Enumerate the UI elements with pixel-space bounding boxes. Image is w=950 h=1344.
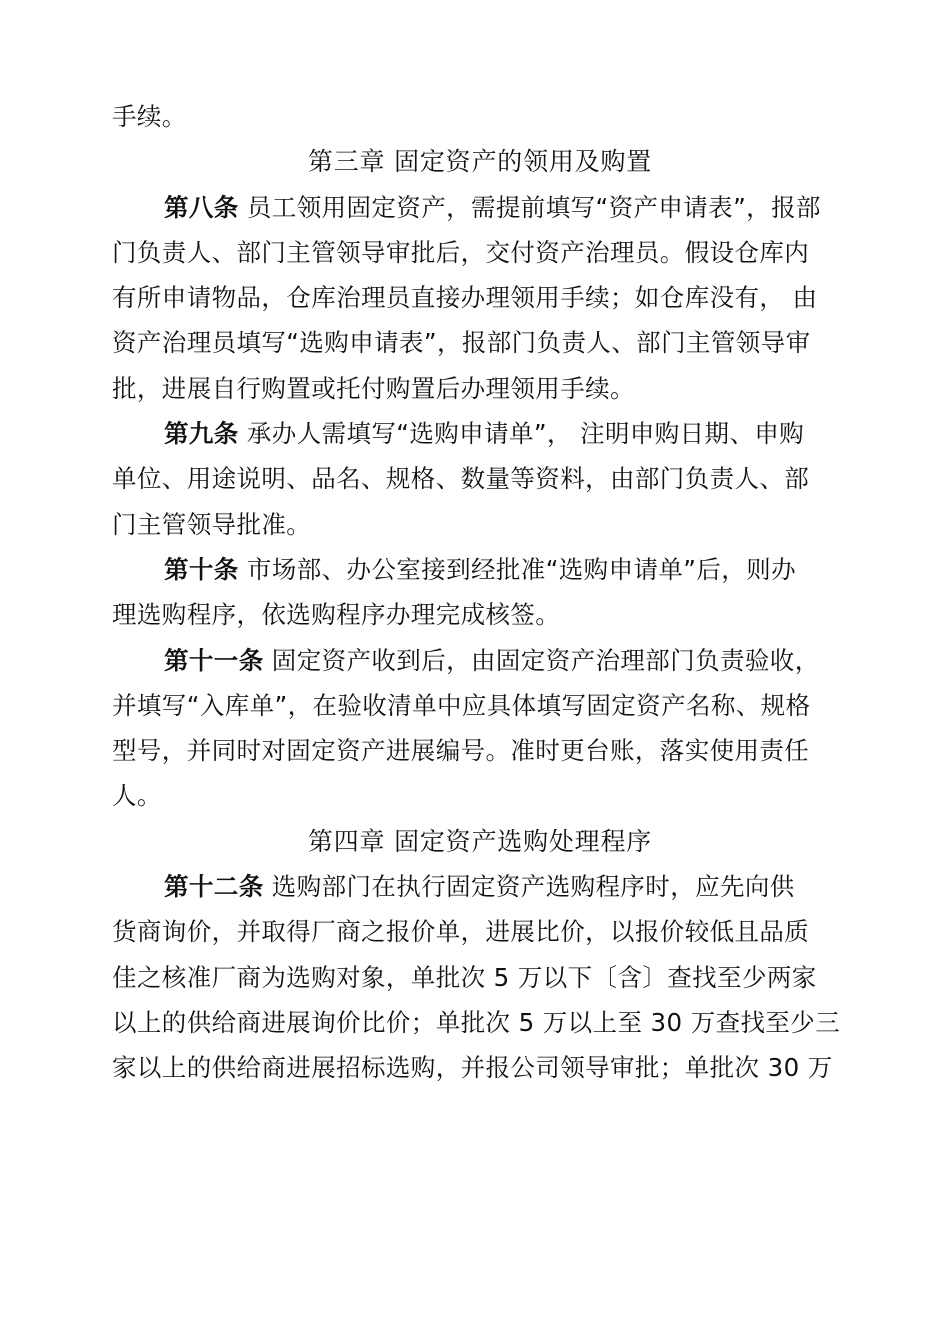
line-text: 固定资产收到后，由固定资产治理部门负责验收， (263, 645, 820, 675)
line-text: 货商询价，并取得厂商之报价单，进展比价，以报价较低且品质 (112, 917, 810, 947)
text-line (112, 275, 842, 320)
chapter-title: 第三章 固定资产的领用及购置 (307, 147, 653, 177)
text-line (112, 1000, 842, 1045)
text-line (112, 456, 842, 501)
line-text: 手续。 (112, 102, 187, 131)
article-label: 第十条 (164, 554, 239, 584)
line-text: 单位、用途说明、品名、规格、数量等资料，由部门负责人、部 (112, 464, 810, 494)
line-text: 有所申请物品，仓库治理员直接办理领用手续；如仓库没有， 由 (112, 283, 818, 313)
line-text: 以上的供给商进展询价比价；单批次 5 万以上至 30 万查找至少三 (112, 1007, 841, 1037)
text-line (112, 683, 842, 728)
line-text: 型号，并同时对固定资产进展编号。准时更台账，落实使用责任 (112, 736, 810, 766)
article-line (112, 638, 842, 683)
text-line (112, 230, 842, 275)
article-label: 第十二条 (164, 872, 264, 902)
text-line (112, 320, 842, 365)
article-line (112, 185, 842, 230)
chapter-title: 第四章 固定资产选购处理程序 (307, 826, 653, 856)
article-line (112, 411, 842, 456)
text-line (112, 955, 842, 1000)
line-text: 员工领用固定资产，需提前填写“资产申请表”，报部 (238, 192, 821, 222)
line-text: 并填写“入库单”，在验收清单中应具体填写固定资产名称、规格 (112, 690, 811, 720)
line-text: 资产治理员填写“选购申请表”，报部门负责人、部门主管领导审 (112, 328, 811, 358)
line-text: 市场部、办公室接到经批准“选购申请单”后，则办 (238, 554, 796, 584)
article-label: 第八条 (164, 192, 239, 222)
document-page (112, 94, 842, 1091)
text-line (112, 366, 842, 411)
line-text: 门主管领导批准。 (112, 509, 312, 539)
line-text: 门负责人、部门主管领导审批后，交付资产治理员。假设仓库内 (112, 237, 810, 267)
line-text: 承办人需填写“选购申请单”， 注明申购日期、申购 (238, 419, 805, 449)
line-text: 人。 (112, 781, 162, 811)
chapter-heading (112, 139, 842, 184)
line-text: 批，进展自行购置或托付购置后办理领用手续。 (112, 373, 635, 403)
line-text: 选购部门在执行固定资产选购程序时，应先向供 (263, 872, 795, 902)
article-label: 第十一条 (164, 645, 264, 675)
text-line (112, 1045, 842, 1090)
article-line (112, 864, 842, 909)
line-text: 理选购程序，依选购程序办理完成核签。 (112, 600, 561, 630)
text-line (112, 592, 842, 637)
chapter-heading (112, 819, 842, 864)
text-line (112, 502, 842, 547)
text-line (112, 728, 842, 773)
article-line (112, 547, 842, 592)
line-text: 家以上的供给商进展招标选购，并报公司领导审批；单批次 30 万 (112, 1053, 833, 1083)
text-line (112, 94, 842, 139)
text-line (112, 773, 842, 818)
line-text: 佳之核准厂商为选购对象，单批次 5 万以下〔含〕查找至少两家 (112, 962, 817, 992)
text-line (112, 909, 842, 954)
article-label: 第九条 (164, 419, 239, 449)
